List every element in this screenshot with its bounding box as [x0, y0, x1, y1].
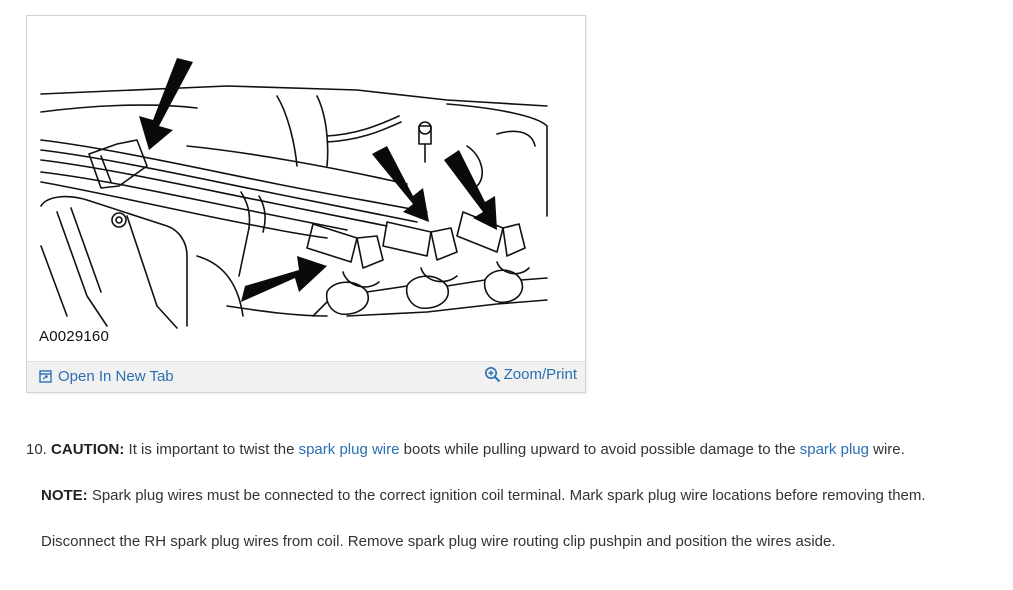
caution-text-1: It is important to twist the	[124, 441, 299, 458]
open-in-new-tab-label: Open In New Tab	[58, 368, 174, 385]
caution-text-2: boots while pulling upward to avoid possible damage to the	[399, 441, 800, 458]
zoom-print-link[interactable]	[484, 366, 577, 383]
note-paragraph	[26, 486, 926, 506]
instruction-paragraph: Disconnect the RH spark plug wires from coil. Remove spark plug wire routing clip pushpin and position the wires aside.	[41, 533, 836, 550]
spark-plug-wire-illustration	[27, 16, 585, 362]
note-label: NOTE:	[41, 487, 88, 504]
spark-plug-wire-link[interactable]: spark plug wire	[298, 441, 400, 458]
figure-caption: A0029160	[39, 328, 110, 345]
caution-paragraph	[26, 440, 905, 460]
zoom-print-label: Zoom/Print	[503, 366, 577, 383]
step-number: 10.	[26, 441, 47, 458]
spark-plug-link[interactable]: spark plug	[799, 441, 869, 458]
open-in-new-tab-link[interactable]	[39, 368, 174, 385]
external-tab-icon	[39, 370, 52, 383]
caution-label: CAUTION:	[51, 441, 125, 458]
caution-text-3: wire.	[868, 441, 905, 458]
figure-toolbar	[27, 361, 585, 392]
diagram-figure	[26, 15, 586, 393]
magnifier-plus-icon	[484, 366, 501, 383]
note-text: Spark plug wires must be connected to the correct ignition coil terminal. Mark spark plug wire locations before removing them.	[87, 487, 926, 504]
